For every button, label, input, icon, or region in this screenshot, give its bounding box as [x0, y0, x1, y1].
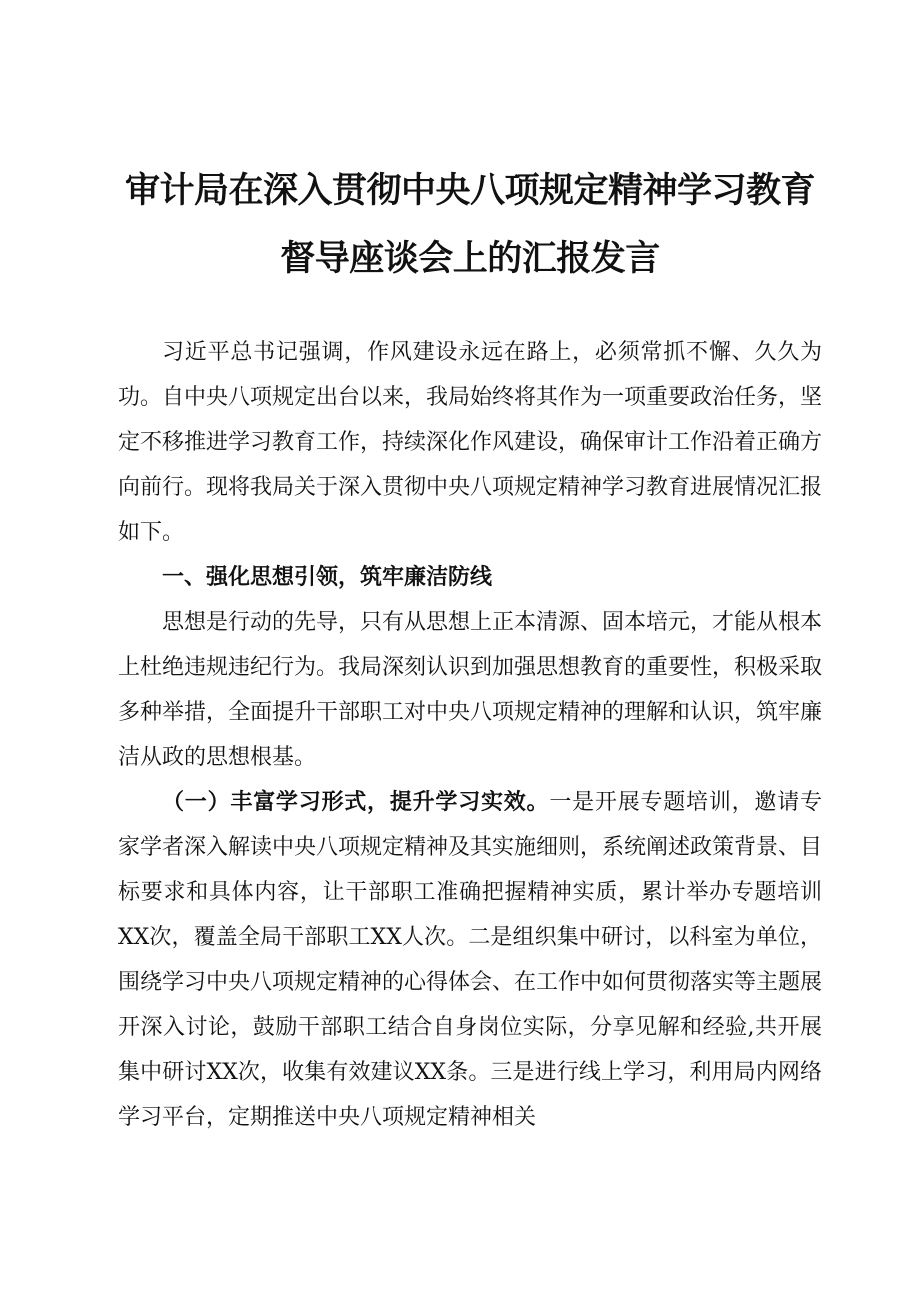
section-1-heading: 一、强化思想引领，筑牢廉洁防线	[162, 564, 493, 590]
title-line-2: 督导座谈会上的汇报发言	[280, 239, 660, 279]
section-1-paragraph: 思想是行动的先导，只有从思想上正本清源、固本培元，才能从根本上杜绝违规违纪行为。我局深刻认识到加强思想教育的重要性，积极采取多种举措，全面提升干部职工对中央八项规定精神的理解和认识，筑牢廉洁从政的思想根基。	[118, 610, 823, 770]
intro-paragraph: 习近平总书记强调，作风建设永远在路上，必须常抓不懈、久久为功。自中央八项规定出台以来，我局始终将其作为一项重要政治任务，坚定不移推进学习教育工作，持续深化作风建设，确保审计工作沿着正确方向前行。现将我局关于深入贯彻中央八项规定精神学习教育进展情况汇报如下。	[118, 340, 823, 545]
subsection-1-text: 一是开展专题培训，邀请专家学者深入解读中央八项规定精神及其实施细则，系统阐述政策背景、目标要求和具体内容，让干部职工准确把握精神实质，累计举办专题培训XX次，覆盖全局干部职工XX人次。二是组织集中研讨，以科室为单位，围绕学习中央八项规定精神的心得体会、在工作中如何贯彻落实等主题展开深入讨论，鼓励干部职工结合自身岗位实际，分享见解和经验,共开展集中研讨XX次，收集有效建议XX条。三是进行线上学习，利用局内网络学习平台，定期推送中央八项规定精神相关	[118, 790, 823, 1130]
subsection-1-lead: （一）丰富学习形式，提升学习实效。	[162, 789, 550, 815]
subsection-1-paragraph	[118, 780, 822, 1140]
document-title	[118, 172, 822, 278]
document-body	[118, 330, 822, 1140]
title-line-1: 审计局在深入贯彻中央八项规定精神学习教育	[124, 171, 815, 211]
